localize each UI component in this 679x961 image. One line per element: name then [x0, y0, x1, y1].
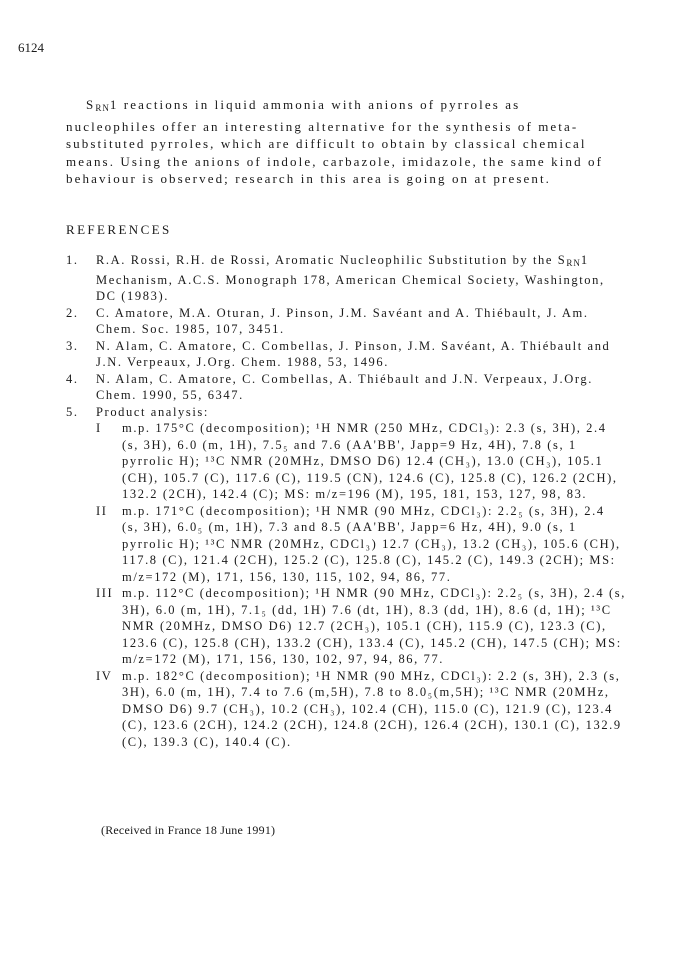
reference-number: 4. [66, 371, 79, 386]
received-date: (Received in France 18 June 1991) [101, 823, 276, 837]
product-label: IV [96, 668, 113, 683]
product-entry [96, 585, 626, 668]
product-data: m.p. 175°C (decomposition); ¹H NMR (250 MHz, CDCl₃): 2.3 (s, 3H), 2.4 (s, 3H), 6.0 (m, 1H), 7.5₅ and 7.6 (AA'BB', Japp=9 Hz, 4H), 7.8 (s, 1 pyrrolic H); ¹³C NMR (20MHz, DMSO D6) 12.4 (CH₃), 13.0 (CH₃), 105.1 (CH), 105.7 (C), 117.6 (C), 119.5 (CN), 124.6 (C), 125.8 (C), 126.2 (2CH), 132.2 (2CH), 142.4 (C); MS: m/z=196 (M), 195, 181, 153, 127, 98, 83. [122, 421, 618, 501]
reference-number: 2. [66, 305, 79, 320]
abstract-paragraph [66, 96, 612, 188]
reference-number: 5. [66, 404, 79, 419]
srn-symbol: S [86, 97, 96, 112]
reference-number: 3. [66, 338, 79, 353]
reference-item [66, 371, 626, 404]
product-entry [96, 420, 626, 503]
reference-item [66, 305, 626, 338]
reference-item [66, 404, 626, 751]
reference-number: 1. [66, 253, 79, 267]
reference-text: R.A. Rossi, R.H. de Rossi, Aromatic Nucleophilic Substitution by the S [96, 253, 567, 267]
product-entry [96, 668, 626, 751]
product-label: III [96, 586, 114, 600]
srn-subscript: RN [95, 103, 110, 113]
reference-subscript: RN [566, 258, 581, 268]
reference-list [66, 252, 626, 750]
reference-text-cont: 1 Mechanism, A.C.S. Monograph 178, American Chemical Society, Washington, DC (1983). [96, 253, 605, 303]
reference-text: Product analysis: [96, 404, 209, 419]
reference-item [66, 252, 626, 305]
reference-text: N. Alam, C. Amatore, C. Combellas, A. Thiébault and J.N. Verpeaux, J.Org. Chem. 1990, 55, 6347. [96, 371, 593, 402]
page-number: 6124 [18, 40, 44, 55]
product-entry [96, 503, 626, 586]
product-data: m.p. 171°C (decomposition); ¹H NMR (90 MHz, CDCl₃): 2.2₅ (s, 3H), 2.4 (s, 3H), 6.0₅ (m, 1H), 7.3 and 8.5 (AA'BB', Japp=6 Hz, 4H), 9.0 (s, 1 pyrrolic H); ¹³C NMR (20MHz, CDCl₃) 12.7 (CH₃), 13.2 (CH₃), 105.6 (CH), 117.8 (C), 121.4 (2CH), 125.2 (C), 125.8 (C), 145.2 (C), 149.3 (2CH); MS: m/z=172 (M), 171, 156, 130, 115, 102, 94, 86, 77. [122, 503, 621, 584]
product-analysis-list [96, 420, 626, 750]
product-data: m.p. 112°C (decomposition); ¹H NMR (90 MHz, CDCl₃): 2.2₅ (s, 3H), 2.4 (s, 3H), 6.0 (m, 1H), 7.1₅ (dd, 1H) 7.6 (dt, 1H), 8.3 (dd, 1H), 8.6 (d, 1H); ¹³C NMR (20MHz, DMSO D6) 12.7 (2CH₃), 105.1 (CH), 115.9 (C), 123.3 (C), 123.6 (C), 125.8 (CH), 133.2 (CH), 133.4 (C), 145.2 (CH), 147.5 (CH); MS: m/z=172 (M), 171, 156, 130, 102, 97, 94, 86, 77. [122, 586, 626, 666]
reference-text: N. Alam, C. Amatore, C. Combellas, J. Pinson, J.M. Savéant, A. Thiébault and J.N. Verpeaux, J.Org. Chem. 1988, 53, 1496. [96, 338, 611, 369]
abstract-text: 1 reactions in liquid ammonia with anions of pyrroles as nucleophiles offer an interesting alternative for the synthesis of meta-substituted pyrroles, which are difficult to obtain by classical chemical means. Using the anions of indole, carbazole, imidazole, the same kind of behaviour is observed; research in this area is going on at present. [66, 97, 604, 186]
product-label: II [96, 503, 108, 518]
product-label: I [96, 421, 102, 435]
references-heading: REFERENCES [66, 222, 172, 237]
reference-text: C. Amatore, M.A. Oturan, J. Pinson, J.M. Savéant and A. Thiébault, J. Am. Chem. Soc. 1985, 107, 3451. [96, 305, 589, 336]
product-data: m.p. 182°C (decomposition); ¹H NMR (90 MHz, CDCl₃): 2.2 (s, 3H), 2.3 (s, 3H), 6.0 (m, 1H), 7.4 to 7.6 (m,5H), 7.8 to 8.0₅(m,5H); ¹³C NMR (20MHz, DMSO D6) 9.7 (CH₃), 10.2 (CH₃), 102.4 (CH), 115.0 (C), 121.9 (C), 123.4 (C), 123.6 (2CH), 124.2 (2CH), 124.8 (2CH), 126.4 (2CH), 130.1 (C), 132.9 (C), 139.3 (C), 140.4 (C). [122, 668, 622, 749]
reference-item [66, 338, 626, 371]
